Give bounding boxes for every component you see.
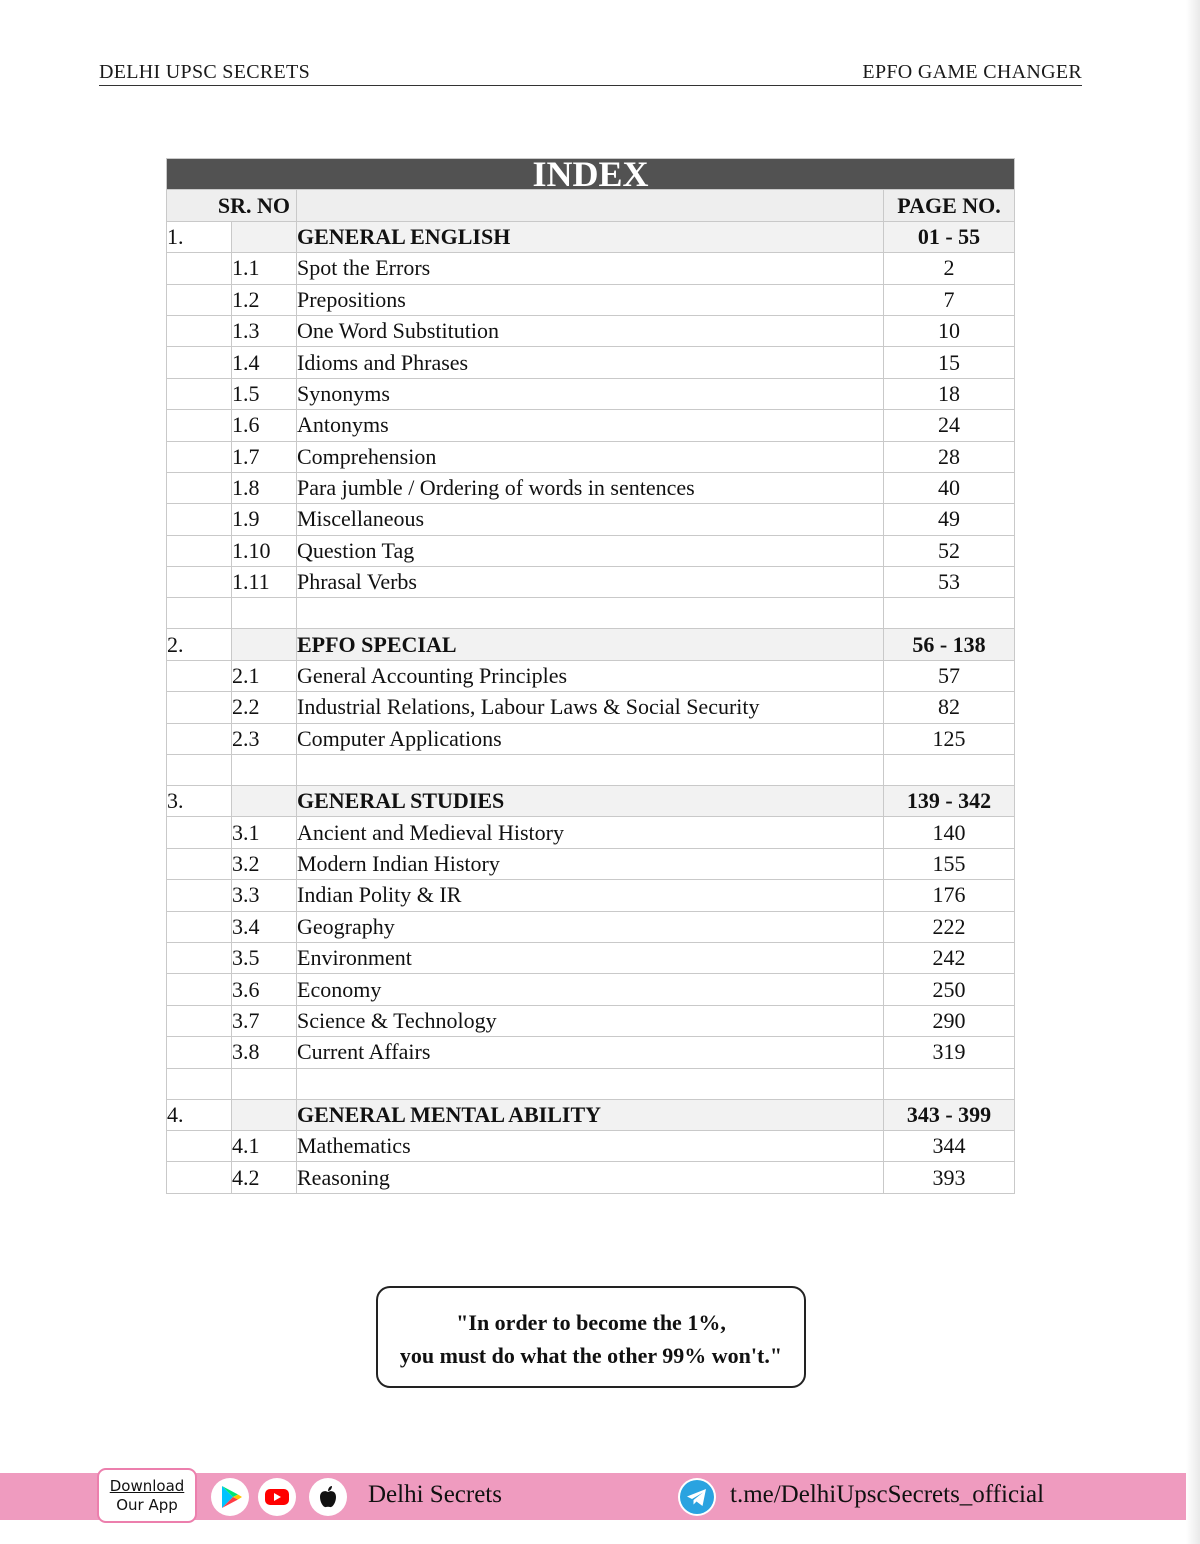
topic-number: 3.5 [232,942,297,973]
topic-page: 28 [884,441,1015,472]
section-title: GENERAL STUDIES [297,786,884,817]
topic-name: General Accounting Principles [297,660,884,691]
index-table [166,158,1015,1194]
section-page-range: 56 - 138 [884,629,1015,660]
section-sub-empty [232,1099,297,1130]
row-number-empty [167,535,232,566]
spacer-cell [297,598,884,629]
youtube-icon[interactable] [258,1478,296,1516]
row-number-empty [167,410,232,441]
topic-row [167,1005,1015,1036]
topic-number: 4.1 [232,1130,297,1161]
topic-row [167,880,1015,911]
row-number-empty [167,817,232,848]
topic-page: 57 [884,660,1015,691]
col-header-topic [297,190,884,221]
topic-name: Computer Applications [297,723,884,754]
download-label-line2: Our App [116,1496,178,1514]
topic-row [167,1037,1015,1068]
topic-row [167,472,1015,503]
topic-row [167,315,1015,346]
topic-row [167,535,1015,566]
topic-name: Environment [297,942,884,973]
topic-row [167,504,1015,535]
row-number-empty [167,911,232,942]
topic-number: 1.9 [232,504,297,535]
header-left-title: DELHI UPSC SECRETS [99,61,310,83]
row-number-empty [167,723,232,754]
row-number-empty [167,567,232,598]
topic-row [167,942,1015,973]
topic-page: 242 [884,942,1015,973]
topic-page: 176 [884,880,1015,911]
row-number-empty [167,1037,232,1068]
topic-name: Geography [297,911,884,942]
row-number-empty [167,660,232,691]
topic-row [167,284,1015,315]
topic-row [167,441,1015,472]
spacer-cell [167,1068,232,1099]
section-title: GENERAL MENTAL ABILITY [297,1099,884,1130]
spacer-cell [167,598,232,629]
row-number-empty [167,253,232,284]
index-header-row [167,190,1015,221]
topic-page: 52 [884,535,1015,566]
topic-number: 1.2 [232,284,297,315]
topic-page: 155 [884,848,1015,879]
topic-number: 2.3 [232,723,297,754]
topic-name: One Word Substitution [297,315,884,346]
quote-line-1: "In order to become the 1%, [456,1310,726,1335]
topic-number: 1.3 [232,315,297,346]
section-sub-empty [232,786,297,817]
topic-page: 393 [884,1162,1015,1193]
topic-name: Indian Polity & IR [297,880,884,911]
row-number-empty [167,504,232,535]
header-right-title: EPFO GAME CHANGER [862,61,1082,83]
row-number-empty [167,1005,232,1036]
topic-number: 1.10 [232,535,297,566]
spacer-cell [884,598,1015,629]
topic-row [167,660,1015,691]
topic-name: Idioms and Phrases [297,347,884,378]
quote-line-2: you must do what the other 99% won't." [399,1343,783,1368]
row-number-empty [167,284,232,315]
row-number-empty [167,347,232,378]
topic-page: 344 [884,1130,1015,1161]
row-number-empty [167,315,232,346]
row-number-empty [167,692,232,723]
topic-page: 10 [884,315,1015,346]
section-number: 4. [167,1099,232,1130]
topic-page: 82 [884,692,1015,723]
section-page-range: 343 - 399 [884,1099,1015,1130]
topic-number: 3.7 [232,1005,297,1036]
section-number: 2. [167,629,232,660]
topic-row [167,1130,1015,1161]
topic-name: Phrasal Verbs [297,567,884,598]
section-page-range: 139 - 342 [884,786,1015,817]
topic-number: 3.4 [232,911,297,942]
topic-number: 1.5 [232,378,297,409]
topic-number: 3.8 [232,1037,297,1068]
col-header-srno: SR. NO [167,190,297,221]
topic-name: Modern Indian History [297,848,884,879]
topic-name: Economy [297,974,884,1005]
spacer-cell [167,755,232,786]
row-number-empty [167,1130,232,1161]
telegram-icon[interactable] [678,1478,716,1516]
spacer-cell [232,1068,297,1099]
topic-name: Industrial Relations, Labour Laws & Social Security [297,692,884,723]
topic-number: 1.8 [232,472,297,503]
topic-name: Spot the Errors [297,253,884,284]
row-number-empty [167,441,232,472]
brand-name: Delhi Secrets [368,1481,502,1508]
play-store-icon[interactable] [211,1478,249,1516]
topic-number: 3.2 [232,848,297,879]
section-sub-empty [232,221,297,252]
section-title: EPFO SPECIAL [297,629,884,660]
section-row [167,221,1015,252]
topic-page: 140 [884,817,1015,848]
col-header-page: PAGE NO. [884,190,1015,221]
section-row [167,786,1015,817]
row-number-empty [167,880,232,911]
telegram-link[interactable]: t.me/DelhiUpscSecrets_official [730,1481,1045,1508]
topic-number: 4.2 [232,1162,297,1193]
spacer-cell [232,755,297,786]
topic-page: 290 [884,1005,1015,1036]
topic-row [167,378,1015,409]
spacer-cell [884,755,1015,786]
topic-row [167,692,1015,723]
topic-page: 49 [884,504,1015,535]
topic-name: Ancient and Medieval History [297,817,884,848]
spacer-row [167,598,1015,629]
topic-page: 24 [884,410,1015,441]
topic-page: 18 [884,378,1015,409]
section-page-range: 01 - 55 [884,221,1015,252]
topic-row [167,911,1015,942]
topic-row [167,1162,1015,1193]
spacer-cell [884,1068,1015,1099]
topic-number: 1.11 [232,567,297,598]
topic-number: 1.1 [232,253,297,284]
spacer-cell [297,755,884,786]
topic-page: 222 [884,911,1015,942]
topic-row [167,347,1015,378]
topic-number: 3.1 [232,817,297,848]
download-app-button[interactable] [97,1468,197,1523]
topic-row [167,848,1015,879]
topic-number: 3.6 [232,974,297,1005]
download-label-line1: Download [109,1477,185,1495]
index-title: INDEX [167,159,1015,190]
topic-name: Science & Technology [297,1005,884,1036]
topic-name: Para jumble / Ordering of words in sentences [297,472,884,503]
section-number: 3. [167,786,232,817]
topic-name: Reasoning [297,1162,884,1193]
spacer-row [167,755,1015,786]
page-edge-shade [1186,0,1200,1544]
topic-name: Current Affairs [297,1037,884,1068]
topic-name: Miscellaneous [297,504,884,535]
topic-number: 1.7 [232,441,297,472]
row-number-empty [167,942,232,973]
topic-page: 7 [884,284,1015,315]
topic-number: 2.1 [232,660,297,691]
spacer-cell [297,1068,884,1099]
topic-page: 15 [884,347,1015,378]
topic-page: 53 [884,567,1015,598]
spacer-row [167,1068,1015,1099]
topic-row [167,817,1015,848]
section-row [167,629,1015,660]
topic-number: 3.3 [232,880,297,911]
row-number-empty [167,848,232,879]
topic-name: Synonyms [297,378,884,409]
topic-row [167,723,1015,754]
section-sub-empty [232,629,297,660]
row-number-empty [167,472,232,503]
topic-name: Prepositions [297,284,884,315]
topic-row [167,253,1015,284]
topic-row [167,567,1015,598]
topic-name: Question Tag [297,535,884,566]
row-number-empty [167,974,232,1005]
topic-number: 2.2 [232,692,297,723]
topic-number: 1.6 [232,410,297,441]
row-number-empty [167,378,232,409]
topic-page: 319 [884,1037,1015,1068]
section-number: 1. [167,221,232,252]
topic-number: 1.4 [232,347,297,378]
section-title: GENERAL ENGLISH [297,221,884,252]
topic-name: Antonyms [297,410,884,441]
topic-page: 40 [884,472,1015,503]
spacer-cell [232,598,297,629]
topic-row [167,974,1015,1005]
row-number-empty [167,1162,232,1193]
topic-page: 2 [884,253,1015,284]
topic-page: 250 [884,974,1015,1005]
topic-page: 125 [884,723,1015,754]
topic-name: Comprehension [297,441,884,472]
apple-icon[interactable] [309,1478,347,1516]
section-row [167,1099,1015,1130]
page-header [99,58,1082,86]
quote-box [376,1286,806,1388]
topic-row [167,410,1015,441]
topic-name: Mathematics [297,1130,884,1161]
index-title-row [167,159,1015,190]
